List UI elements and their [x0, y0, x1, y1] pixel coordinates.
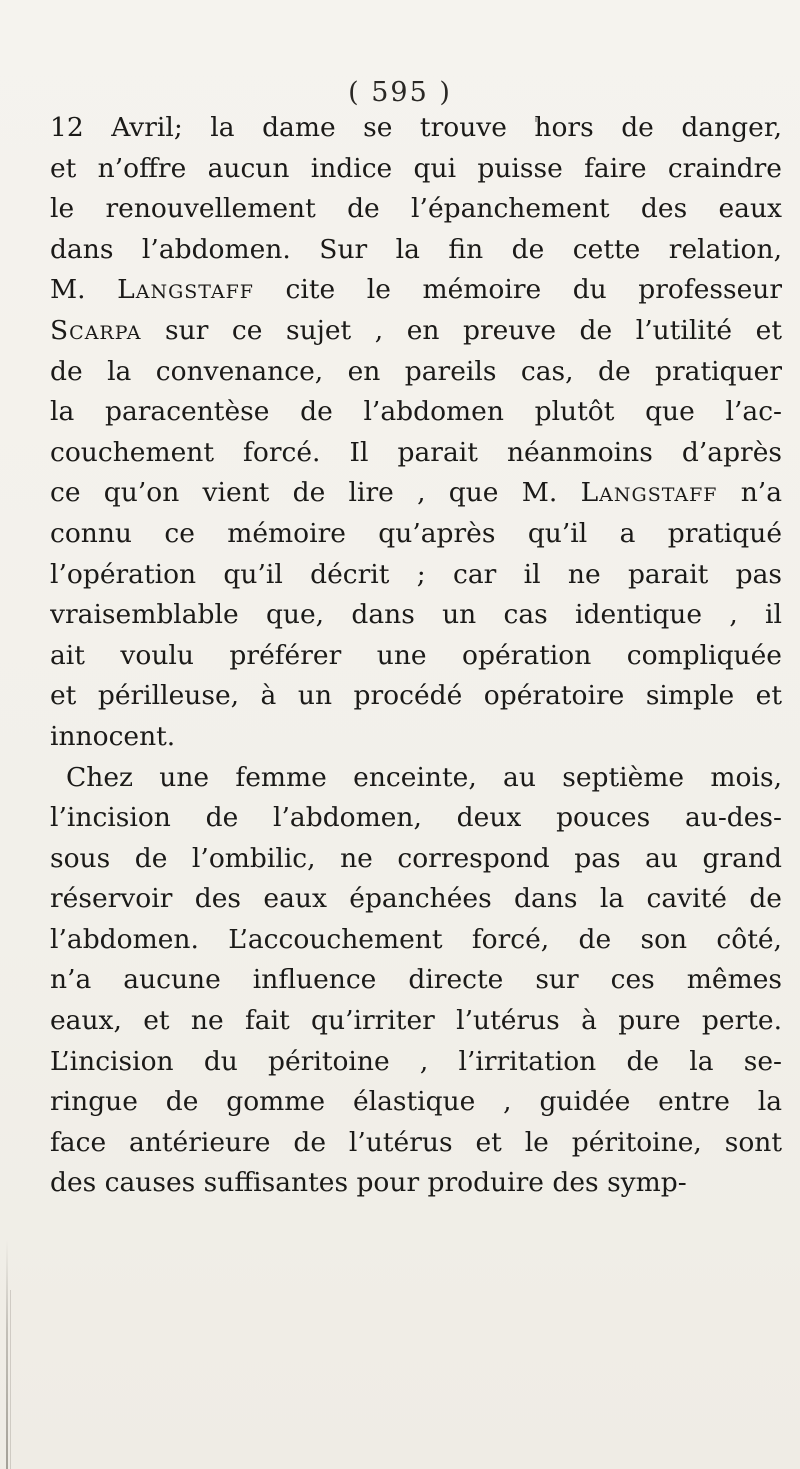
page-edge-shadow [10, 1290, 11, 1469]
text-line: réservoir des eaux épanchées dans la cavité de [50, 883, 782, 915]
text-fragment: n’a [740, 477, 782, 509]
body-text [50, 108, 782, 1204]
text-line: l’incision de l’abdomen, deux pouces au-des- [50, 802, 782, 834]
text-line: eaux, et ne fait qu’irriter l’utérus à pure perte. [50, 1005, 782, 1037]
text-fragment: sur ce sujet , en preuve de l’utilité et [165, 314, 782, 346]
text-fragment: ce qu’on vient de lire , que M. [50, 477, 558, 509]
page-number: ( 595 ) [348, 77, 452, 108]
text-line: ait voulu préférer une opération compliquée [50, 639, 782, 671]
text-line: Chez une femme enceinte, au septième mois, [66, 761, 782, 793]
text-line [50, 270, 782, 311]
text-line: 12 Avril; la dame se trouve hors de danger, [50, 112, 782, 143]
author-name: Langstaff [117, 274, 254, 306]
text-line: L’incision du péritoine , l’irritation de la se- [50, 1045, 782, 1077]
text-line: innocent. [50, 720, 176, 752]
text-fragment: cite le mémoire du professeur [285, 274, 782, 306]
text-line: face antérieure de l’utérus et le péritoine, sont [50, 1126, 782, 1158]
author-name: Scarpa [50, 314, 142, 346]
author-name: Langstaff [580, 477, 718, 509]
text-line: et n’offre aucun indice qui puisse faire craindre [50, 152, 782, 184]
text-line: de la convenance, en pareils cas, de pratiquer [50, 355, 782, 387]
text-line: dans l’abdomen. Sur la fin de cette relation, [50, 233, 782, 265]
text-line: la paracentèse de l’abdomen plutôt que l’ac- [50, 396, 782, 428]
text-line: n’a aucune influence directe sur ces mêmes [50, 964, 782, 996]
text-line: vraisemblable que, dans un cas identique , il [50, 599, 782, 631]
text-line [50, 473, 782, 514]
text-line: l’abdomen. L’accouchement forcé, de son côté, [50, 923, 782, 955]
text-fragment: M. [50, 274, 86, 306]
text-line [50, 311, 782, 352]
text-line: l’opération qu’il décrit ; car il ne parait pas [50, 558, 782, 590]
text-line: et périlleuse, à un procédé opératoire simple et [50, 680, 782, 712]
text-line: le renouvellement de l’épanchement des eaux [50, 193, 782, 225]
text-line: ringue de gomme élastique , guidée entre la [50, 1086, 782, 1118]
page-edge-shadow [6, 1240, 8, 1469]
text-line: connu ce mémoire qu’après qu’il a pratiqué [50, 517, 782, 549]
text-line: couchement forcé. Il parait néanmoins d’après [50, 436, 782, 468]
text-line: des causes suffisantes pour produire des symp- [50, 1167, 687, 1199]
text-line: sous de l’ombilic, ne correspond pas au grand [50, 842, 782, 874]
